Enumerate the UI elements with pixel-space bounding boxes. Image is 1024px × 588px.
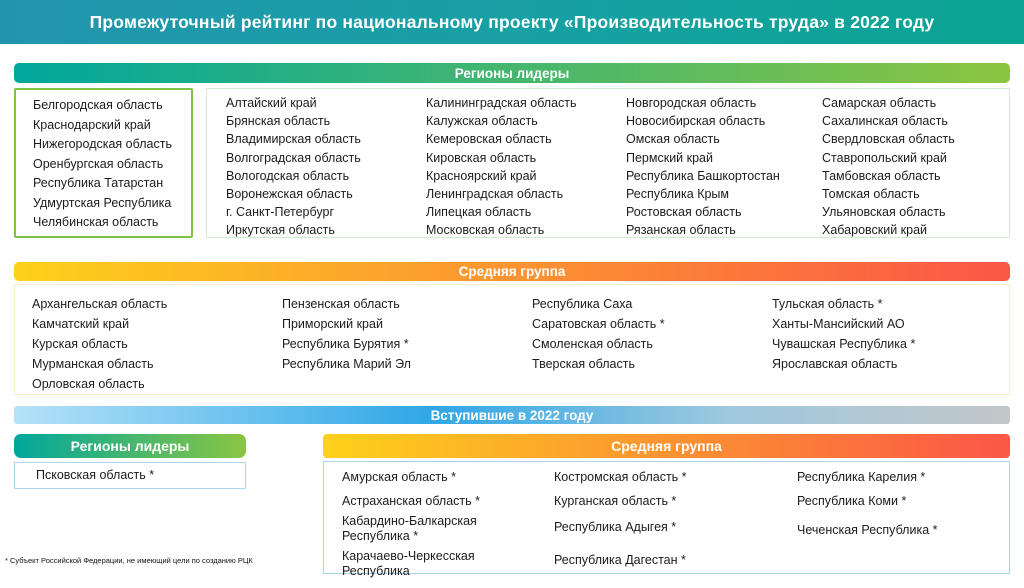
region-item: Краснодарский край — [33, 117, 151, 132]
region-item: Приморский край — [282, 317, 383, 331]
region-item: г. Санкт-Петербург — [226, 205, 335, 220]
region-item: Московская область — [426, 223, 545, 238]
region-item: Владимирская область — [226, 132, 361, 147]
region-item: Вологодская область — [226, 168, 350, 183]
region-item: Томская область — [822, 187, 920, 202]
region-item: Челябинская область — [33, 215, 159, 229]
region-item: Волгоградская область — [226, 150, 361, 165]
leaders-list-box — [206, 88, 1010, 238]
middle-column-1 — [32, 294, 282, 394]
leaders-section-header: Регионы лидеры — [14, 63, 1010, 83]
joined-leaders-block — [14, 434, 246, 574]
region-item: Карачаево-Черкесская Республика — [342, 549, 475, 578]
region-item: Белгородская область — [33, 98, 163, 112]
region-item: Кабардино-Балкарская Республика * — [342, 514, 477, 543]
region-item: Республика Марий Эл — [282, 357, 411, 371]
region-item: Воронежская область — [226, 187, 353, 202]
region-item: Омская область — [626, 132, 720, 147]
region-item: Ульяновская область — [822, 205, 946, 220]
joined-2022-section — [14, 434, 1010, 578]
region-item: Пензенская область — [282, 297, 400, 311]
region-item: Новгородская область — [626, 96, 757, 110]
leaders-column-4 — [822, 94, 1009, 240]
region-item: Республика Дагестан * — [554, 553, 686, 567]
region-item: Ленинградская область — [426, 187, 564, 202]
region-item: Сахалинская область — [822, 114, 948, 129]
region-item: Красноярский край — [426, 168, 537, 183]
region-item: Чувашская Республика * — [772, 337, 916, 351]
region-item: Саратовская область * — [532, 317, 665, 331]
region-item: Курганская область * — [554, 494, 677, 508]
middle-section-header: Средняя группа — [14, 262, 1010, 281]
leaders-featured-box — [14, 88, 193, 238]
region-item: Иркутская область — [226, 223, 335, 238]
region-item: Липецкая область — [426, 205, 532, 220]
region-item: Тульская область * — [772, 297, 883, 311]
middle-column-4 — [772, 294, 1009, 394]
region-item: Тамбовская область — [822, 168, 941, 183]
joined-middle-block — [323, 434, 1010, 578]
region-item: Орловская область — [32, 377, 145, 391]
region-item: Самарская область — [822, 96, 937, 110]
region-item: Тверская область — [532, 357, 635, 371]
leaders-column-2 — [426, 94, 626, 240]
region-item: Калининградская область — [426, 96, 577, 110]
footnote: * Субъект Российской Федерации, не имеющий цели по созданию РЦК — [5, 556, 253, 565]
middle-column-3 — [532, 294, 772, 394]
region-item: Республика Крым — [626, 187, 730, 202]
region-item: Удмуртская Республика — [33, 195, 172, 210]
main-content — [0, 63, 1024, 578]
joined-middle-header: Средняя группа — [323, 434, 1010, 458]
region-item: Пермский край — [626, 150, 713, 165]
region-item: Оренбургская область — [33, 156, 164, 171]
page-title: Промежуточный рейтинг по национальному проекту «Производительность труда» в 2022 году — [0, 0, 1024, 44]
region-item: Мурманская область — [32, 357, 154, 371]
region-item: Новосибирская область — [626, 114, 766, 129]
joined-middle-column-3 — [797, 470, 1009, 588]
joined-2022-header: Вступившие в 2022 году — [14, 406, 1010, 424]
region-item: Кемеровская область — [426, 132, 552, 147]
region-item: Курская область — [32, 337, 128, 351]
region-item: Брянская область — [226, 114, 331, 129]
region-item: Хабаровский край — [822, 223, 928, 238]
region-item: Республика Коми * — [797, 494, 907, 508]
region-item: Рязанская область — [626, 223, 736, 238]
leaders-section — [14, 88, 1010, 238]
region-item: Республика Бурятия * — [282, 337, 409, 351]
region-item: Калужская область — [426, 114, 538, 129]
region-item: Камчатский край — [32, 317, 130, 331]
region-item: Смоленская область — [532, 337, 653, 351]
leaders-column-1 — [226, 94, 426, 240]
region-item: Чеченская Республика * — [797, 523, 938, 537]
joined-leaders-box — [14, 462, 246, 489]
joined-middle-column-1 — [342, 470, 522, 588]
middle-column-2 — [282, 294, 532, 394]
region-item: Ростовская область — [626, 205, 742, 220]
region-item: Республика Карелия * — [797, 470, 926, 484]
region-item: Республика Татарстан — [33, 176, 164, 190]
region-item: Нижегородская область — [33, 137, 172, 151]
region-item: Свердловская область — [822, 132, 955, 147]
joined-middle-column-2 — [554, 470, 797, 588]
region-item: Республика Башкортостан — [626, 168, 780, 183]
region-item: Республика Адыгея * — [554, 520, 677, 534]
region-item: Амурская область * — [342, 470, 456, 484]
region-item: Алтайский край — [226, 96, 317, 110]
region-item: Костромская область * — [554, 470, 687, 484]
region-item: Ставропольский край — [822, 150, 947, 165]
middle-list-box — [14, 284, 1010, 395]
region-item: Архангельская область — [32, 297, 168, 311]
region-item: Республика Саха — [532, 297, 633, 311]
region-item: Псковская область * — [36, 468, 155, 482]
region-item: Ханты-Мансийский АО — [772, 317, 905, 331]
region-item: Астраханская область * — [342, 494, 480, 508]
region-item: Кировская область — [426, 150, 537, 165]
region-item: Ярославская область — [772, 357, 898, 371]
leaders-column-3 — [626, 94, 822, 240]
joined-middle-box — [323, 461, 1010, 578]
joined-leaders-header: Регионы лидеры — [14, 434, 246, 458]
